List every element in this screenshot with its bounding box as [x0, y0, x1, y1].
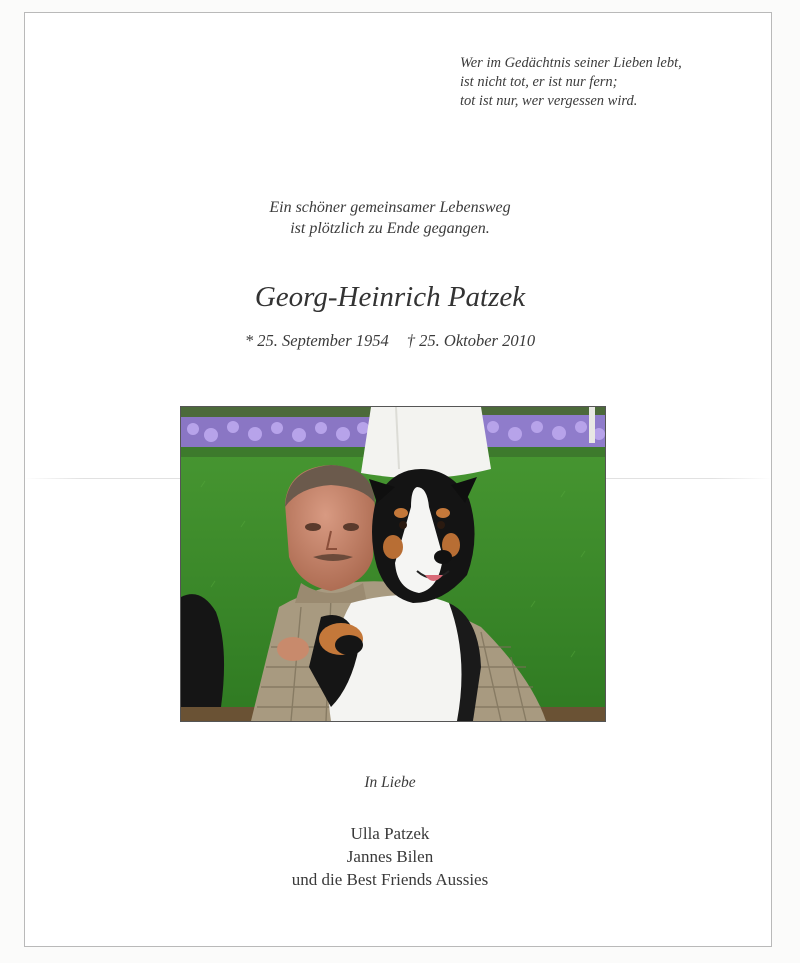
memorial-photo [180, 406, 606, 722]
quote-line: ist nicht tot, er ist nur fern; [460, 74, 618, 90]
intro-line: ist plötzlich zu Ende gegangen. [290, 220, 490, 237]
death-date: † 25. Oktober 2010 [406, 331, 536, 350]
memorial-quote [460, 54, 760, 111]
signers-list [200, 822, 580, 891]
intro-text [180, 197, 600, 239]
signer-name: Ulla Patzek [350, 824, 430, 843]
deceased-name: Georg-Heinrich Patzek [254, 281, 526, 313]
signer-name: und die Best Friends Aussies [291, 870, 489, 889]
quote-line: Wer im Gedächtnis seiner Lieben lebt, [460, 55, 682, 71]
quote-line: tot ist nur, wer vergessen wird. [460, 93, 638, 109]
intro-line: Ein schöner gemeinsamer Lebensweg [269, 199, 511, 216]
in-love-text: In Liebe [364, 774, 416, 791]
birth-date: * 25. September 1954 [244, 331, 389, 350]
signer-name: Jannes Bilen [346, 847, 434, 866]
photo-illustration [181, 407, 605, 721]
life-dates [150, 330, 630, 352]
